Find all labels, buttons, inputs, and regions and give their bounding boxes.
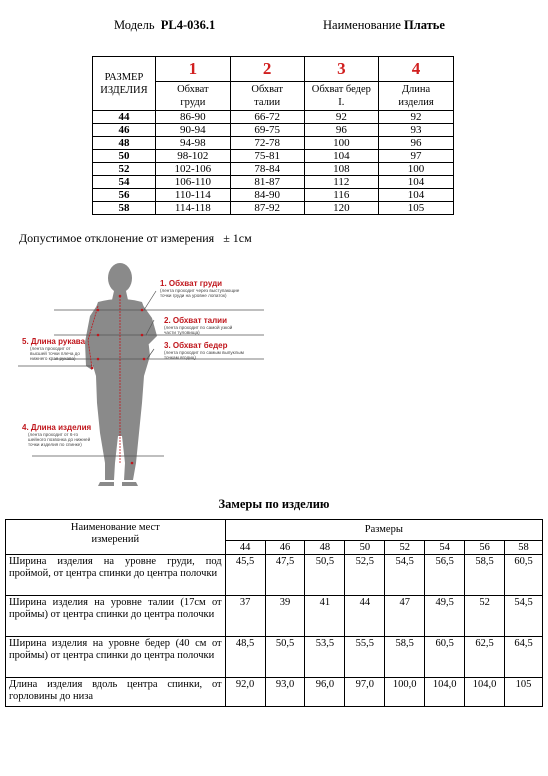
size-value-cell: 104 — [304, 150, 379, 163]
garment-value-cell: 37 — [225, 596, 265, 637]
garment-size-header: 50 — [345, 541, 385, 555]
size-table — [92, 56, 454, 215]
garment-row-desc: Ширина изделия на уровне талии (17см от проймы) от центра спинки до центра полочки — [6, 596, 226, 637]
garment-value-cell: 104,0 — [425, 678, 465, 707]
tolerance-text: Допустимое отклонение от измерения — [19, 231, 215, 245]
size-value-cell: 94-98 — [155, 137, 230, 150]
size-value-cell: 92 — [379, 111, 454, 124]
size-value-cell: 120 — [304, 202, 379, 215]
garment-value-cell: 54,5 — [385, 555, 425, 596]
size-cell: 56 — [93, 189, 156, 202]
model-line — [114, 18, 215, 33]
size-row — [93, 150, 454, 163]
garment-row — [6, 596, 543, 637]
garment-size-header: 58 — [505, 541, 543, 555]
size-row — [93, 163, 454, 176]
size-value-cell: 112 — [304, 176, 379, 189]
garment-value-cell: 39 — [265, 596, 305, 637]
size-value-cell: 108 — [304, 163, 379, 176]
garment-size-header: 46 — [265, 541, 305, 555]
size-value-cell: 98-102 — [155, 150, 230, 163]
size-row — [93, 189, 454, 202]
garment-value-cell: 56,5 — [425, 555, 465, 596]
size-value-cell: 93 — [379, 124, 454, 137]
size-value-cell: 90-94 — [155, 124, 230, 137]
size-cell: 52 — [93, 163, 156, 176]
name-value: Платье — [404, 18, 445, 32]
model-code: PL4-036.1 — [160, 18, 216, 32]
size-value-cell: 78-84 — [230, 163, 304, 176]
size-value-cell: 116 — [304, 189, 379, 202]
garment-value-cell: 50,5 — [305, 555, 345, 596]
size-value-cell: 87-92 — [230, 202, 304, 215]
size-value-cell: 114-118 — [155, 202, 230, 215]
col-label-2: Обхват талии — [230, 82, 304, 111]
tolerance-value: ± 1см — [223, 231, 252, 245]
sizes-label: Размеры — [225, 520, 542, 541]
tolerance-line — [19, 231, 252, 246]
garment-value-cell: 58,5 — [385, 637, 425, 678]
garment-value-cell: 50,5 — [265, 637, 305, 678]
size-value-cell: 100 — [304, 137, 379, 150]
size-value-cell: 75-81 — [230, 150, 304, 163]
name-line — [323, 18, 445, 33]
size-cell: 58 — [93, 202, 156, 215]
col-num-4: 4 — [379, 57, 454, 82]
garment-value-cell: 62,5 — [465, 637, 505, 678]
garment-value-cell: 104,0 — [465, 678, 505, 707]
size-value-cell: 86-90 — [155, 111, 230, 124]
garment-value-cell: 45,5 — [225, 555, 265, 596]
col-label-1: Обхват груди — [155, 82, 230, 111]
garment-row — [6, 555, 543, 596]
garment-size-header: 48 — [305, 541, 345, 555]
garment-size-header: 56 — [465, 541, 505, 555]
label-length: 4. Длина изделия (лента проходит от 6-го шейного позвонка до нижней точки изделия по спинке) — [22, 423, 92, 448]
garment-value-cell: 58,5 — [465, 555, 505, 596]
garment-row-desc: Ширина изделия на уровне груди, под проймой, от центра спинки до центра полочки — [6, 555, 226, 596]
measurement-figure — [14, 258, 274, 486]
label-sleeve: 5. Длина рукава (лента проходит от высшей точки плеча до нижнего края рукава) — [22, 337, 86, 362]
size-row — [93, 137, 454, 150]
col-num-3: 3 — [304, 57, 379, 82]
garment-value-cell: 92,0 — [225, 678, 265, 707]
model-label: Модель — [114, 18, 155, 32]
garment-value-cell: 55,5 — [345, 637, 385, 678]
size-value-cell: 66-72 — [230, 111, 304, 124]
size-cell: 50 — [93, 150, 156, 163]
garment-value-cell: 52,5 — [345, 555, 385, 596]
label-waist: 2. Обхват талии (лента проходит по самой узкой части туловища) — [164, 316, 233, 336]
garment-value-cell: 53,5 — [305, 637, 345, 678]
size-cell: 48 — [93, 137, 156, 150]
garment-row — [6, 637, 543, 678]
garment-value-cell: 48,5 — [225, 637, 265, 678]
garment-row-desc: Длина изделия вдоль центра спинки, от горловины до низа — [6, 678, 226, 707]
col-num-1: 1 — [155, 57, 230, 82]
garment-value-cell: 52 — [465, 596, 505, 637]
col-label-3: Обхват бедер I. — [304, 82, 379, 111]
garment-size-header: 54 — [425, 541, 465, 555]
garment-value-cell: 47,5 — [265, 555, 305, 596]
garment-value-cell: 60,5 — [425, 637, 465, 678]
label-hips: 3. Обхват бедер (лента проходит по самым выпуклым точкам ягодиц) — [164, 341, 244, 361]
col-label-4: Длина изделия — [379, 82, 454, 111]
col-num-2: 2 — [230, 57, 304, 82]
garment-size-header: 44 — [225, 541, 265, 555]
size-value-cell: 104 — [379, 176, 454, 189]
size-value-cell: 96 — [379, 137, 454, 150]
size-row — [93, 111, 454, 124]
size-cell: 54 — [93, 176, 156, 189]
size-value-cell: 97 — [379, 150, 454, 163]
garment-value-cell: 54,5 — [505, 596, 543, 637]
garment-value-cell: 105 — [505, 678, 543, 707]
size-value-cell: 72-78 — [230, 137, 304, 150]
garment-value-cell: 60,5 — [505, 555, 543, 596]
size-header: РАЗМЕР ИЗДЕЛИЯ — [93, 57, 156, 111]
size-row — [93, 202, 454, 215]
size-value-cell: 100 — [379, 163, 454, 176]
garment-size-header: 52 — [385, 541, 425, 555]
size-value-cell: 105 — [379, 202, 454, 215]
label-chest: 1. Обхват груди (лента проходит через выступающие точки груди на уровне лопаток) — [160, 279, 240, 299]
garment-table — [5, 519, 543, 707]
garment-value-cell: 41 — [305, 596, 345, 637]
size-value-cell: 96 — [304, 124, 379, 137]
size-value-cell: 84-90 — [230, 189, 304, 202]
size-value-cell: 104 — [379, 189, 454, 202]
garment-value-cell: 44 — [345, 596, 385, 637]
garment-value-cell: 64,5 — [505, 637, 543, 678]
size-row — [93, 176, 454, 189]
size-cell: 44 — [93, 111, 156, 124]
garment-value-cell: 97,0 — [345, 678, 385, 707]
size-value-cell: 69-75 — [230, 124, 304, 137]
size-value-cell: 110-114 — [155, 189, 230, 202]
garment-value-cell: 100,0 — [385, 678, 425, 707]
garment-value-cell: 93,0 — [265, 678, 305, 707]
garment-value-cell: 49,5 — [425, 596, 465, 637]
garment-row — [6, 678, 543, 707]
garment-row-desc: Ширина изделия на уровне бедер (40 см от проймы) от центра спинки до центра полочки — [6, 637, 226, 678]
name-label: Наименование — [323, 18, 401, 32]
garment-value-cell: 47 — [385, 596, 425, 637]
size-cell: 46 — [93, 124, 156, 137]
garment-head-label: Наименование мест измерений — [6, 520, 226, 555]
size-value-cell: 106-110 — [155, 176, 230, 189]
size-value-cell: 102-106 — [155, 163, 230, 176]
garment-title: Замеры по изделию — [218, 497, 330, 511]
size-value-cell: 92 — [304, 111, 379, 124]
garment-value-cell: 96,0 — [305, 678, 345, 707]
size-value-cell: 81-87 — [230, 176, 304, 189]
size-row — [93, 124, 454, 137]
